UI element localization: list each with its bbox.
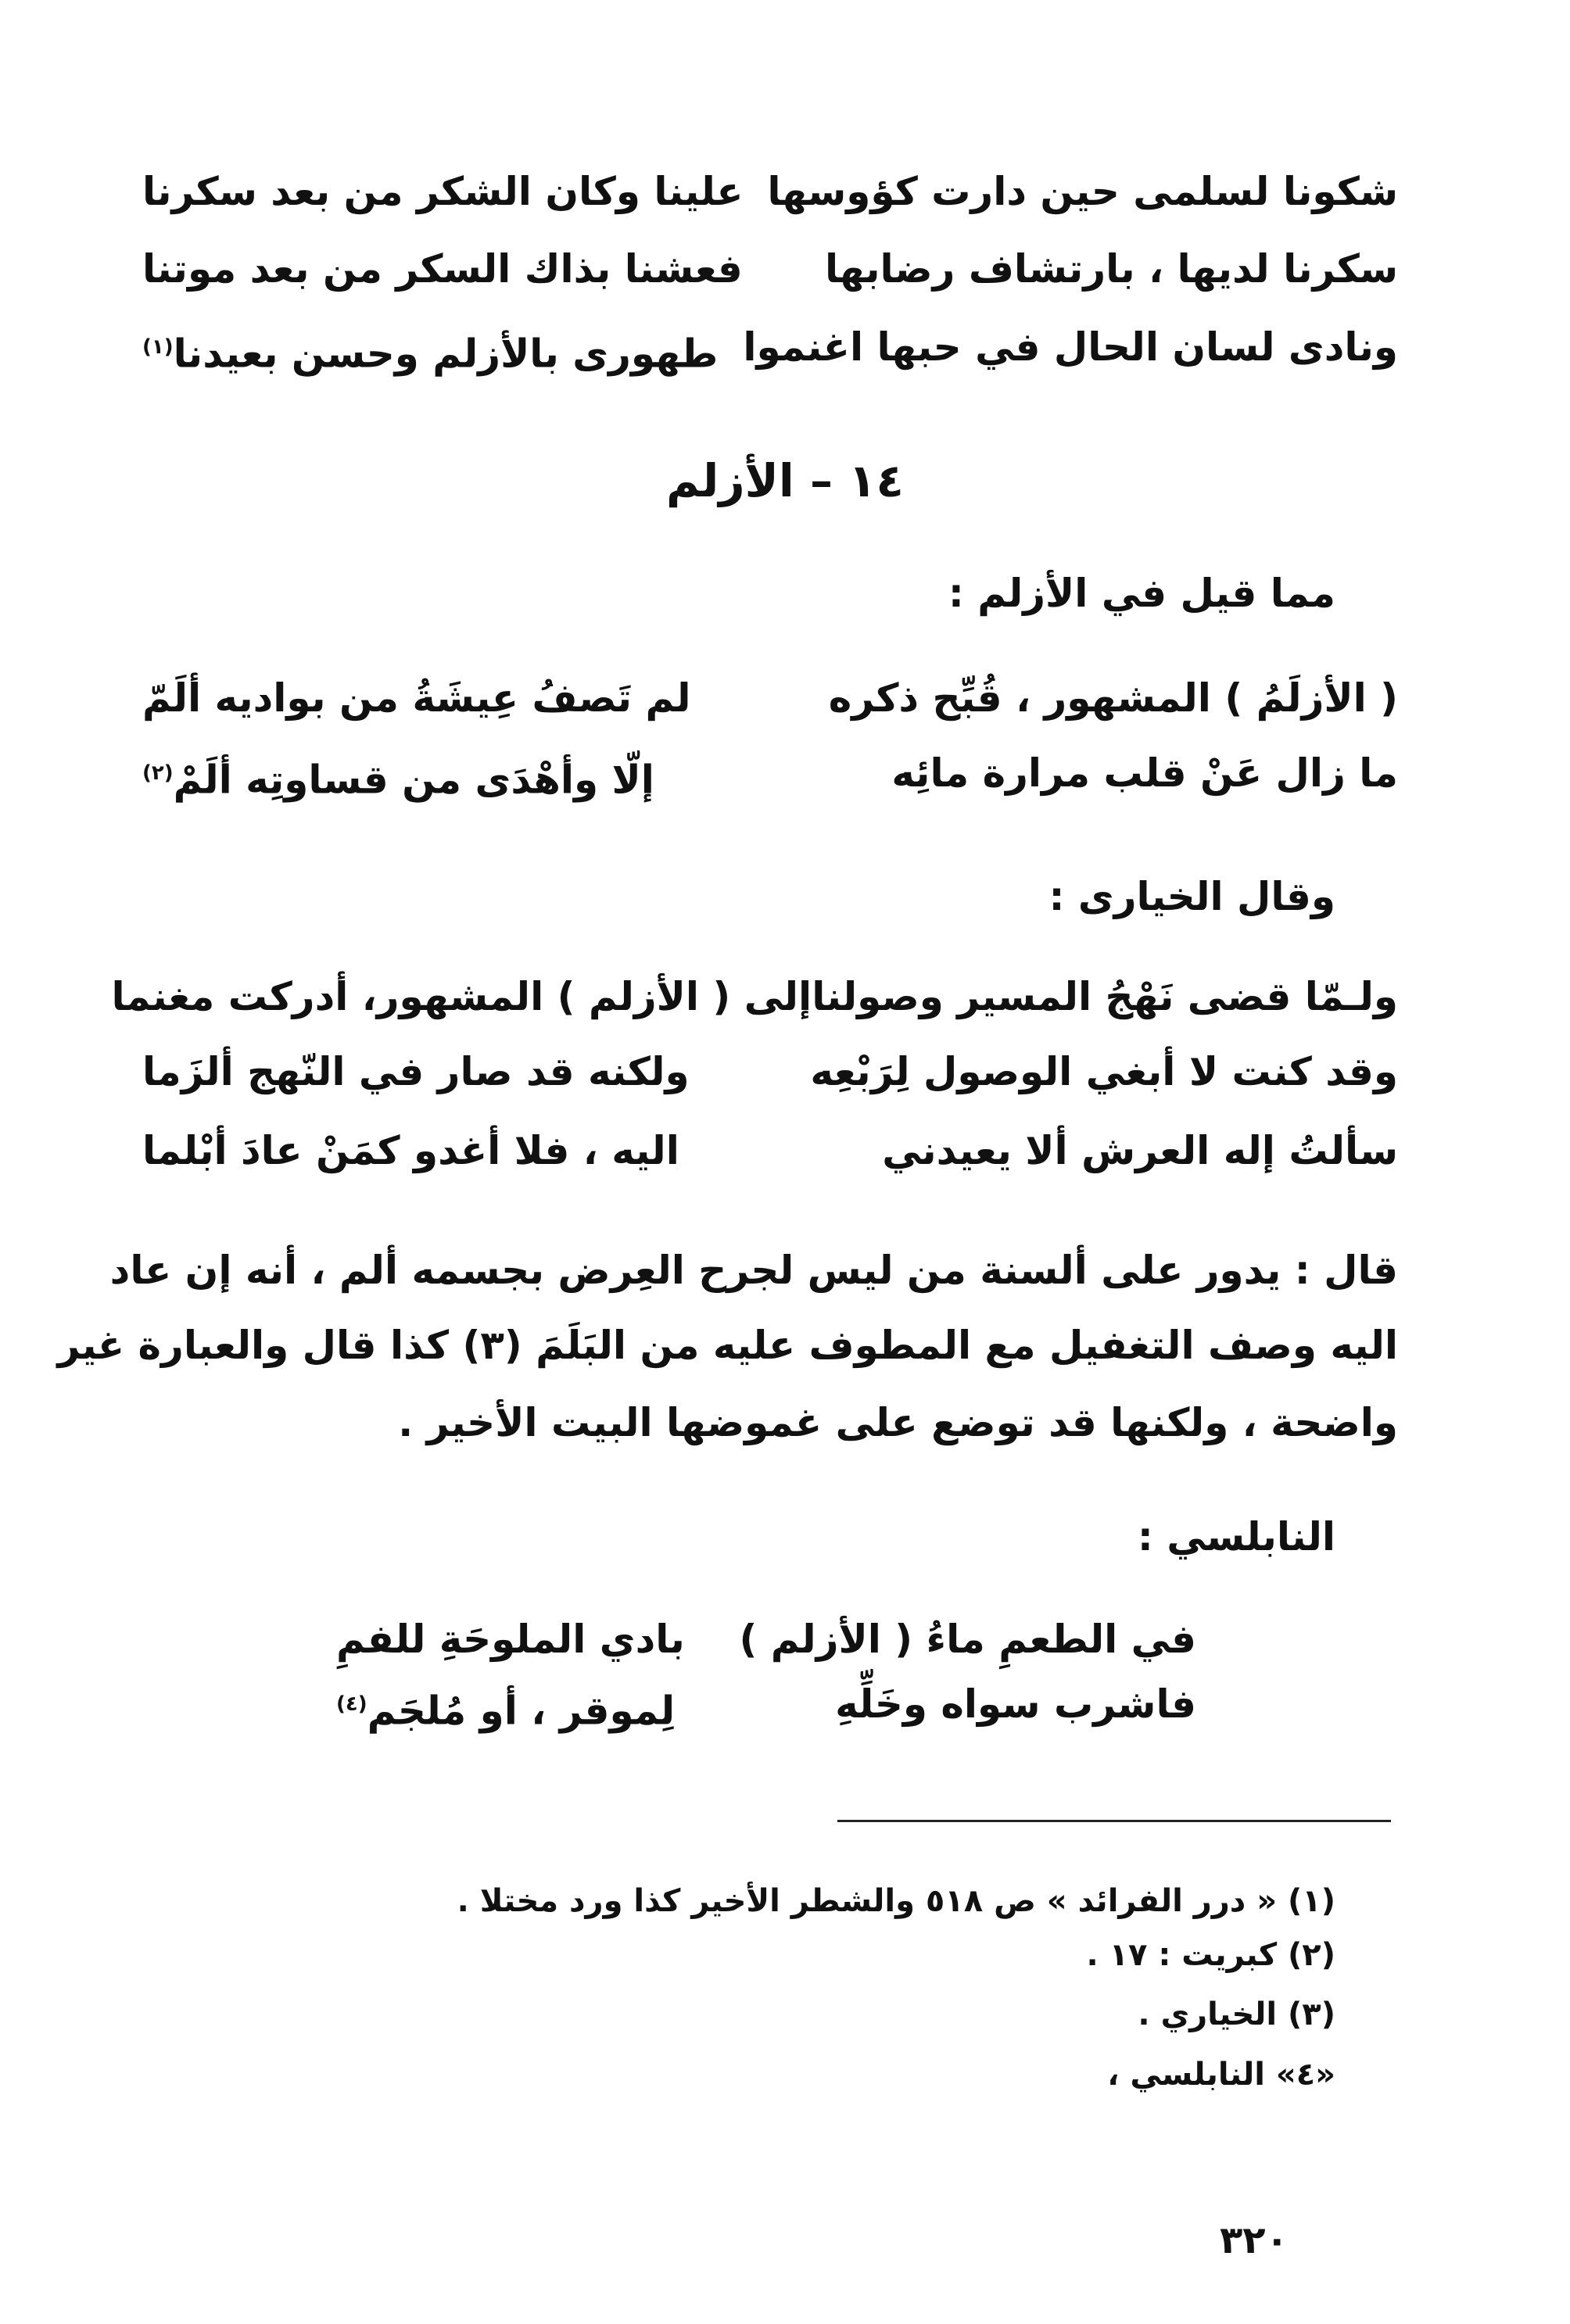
hemistich-left [336, 1677, 675, 1739]
hemistich-right: ونادى لسان الحال في حبها اغنموا [743, 324, 1398, 370]
verse-line [142, 746, 1398, 807]
footnote: «٤» النابلسي ، [1107, 2057, 1335, 2093]
verse-line [142, 1044, 1398, 1099]
footnote: (٢) كبريت : ١٧ . [1086, 1937, 1335, 1973]
intro-text: وقال الخيارى : [1048, 874, 1335, 919]
hemistich-text: لِموقر ، أو مُلجَم [367, 1688, 676, 1734]
verse-line [142, 1123, 1398, 1178]
hemistich-left: إلى ( الأزلم ) المشهور، أدركت مغنما [111, 974, 812, 1019]
footnote: (١) « درر الفرائد » ص ٥١٨ والشطر الأخير كذا ورد مختلا . [457, 1883, 1335, 1919]
hemistich-right: سألتُ إله العرش ألا يعيدني [882, 1128, 1398, 1173]
hemistich-left [142, 320, 718, 381]
hemistich-text: طهورى بالأزلم وحسن بعيدنا [173, 331, 719, 377]
hemistich-text: إلّا وأهْدَى من قساوتِه ألَمْ [173, 757, 654, 803]
hemistich-left: بادي الملوحَةِ للفمِ [336, 1617, 685, 1662]
section-heading: ١٤ – الأزلم [666, 454, 904, 507]
hemistich-right: شكونا لسلمى حين دارت كؤوسها [767, 169, 1398, 214]
verse-line [336, 1612, 1196, 1667]
verse-line [142, 671, 1398, 725]
verse-line [111, 969, 1398, 1024]
intro-text: مما قيل في الأزلم : [948, 571, 1335, 616]
hemistich-right: ما زال عَنْ قلب مرارة مائِه [891, 750, 1398, 796]
verse-line [336, 1677, 1196, 1739]
footnote-divider [837, 1820, 1391, 1822]
prose-line: اليه وصف التغفيل مع المطوف عليه من البَلَمَ (٣) كذا قال والعبارة غير [57, 1323, 1398, 1368]
hemistich-right: سكرنا لديها ، بارتشاف رضابها [824, 246, 1398, 292]
footnote: (٣) الخياري . [1138, 1996, 1335, 2032]
prose-line: قال : يدور على ألسنة من ليس لجرح العِرض بجسمه ألم ، أنه إن عاد [109, 1248, 1398, 1293]
footnote-ref: (٢) [142, 761, 174, 785]
hemistich-left: علينا وكان الشكر من بعد سكرنا [142, 169, 744, 214]
verse-line [142, 320, 1398, 381]
hemistich-left: لم تَصفُ عِيشَةُ من بواديه ألَمّ [142, 675, 691, 721]
intro-text: النابلسي : [1137, 1514, 1335, 1559]
footnote-ref: (١) [142, 335, 174, 359]
hemistich-left: فعشنا بذاك السكر من بعد موتنا [142, 246, 743, 292]
hemistich-right: وقد كنت لا أبغي الوصول لِرَبْعِه [810, 1049, 1398, 1094]
hemistich-right: ( الأزلَمُ ) المشهور ، قُبِّح ذكره [828, 675, 1398, 721]
hemistich-right: فاشرب سواه وخَلِّهِ [835, 1681, 1196, 1727]
page-number: ٣٢٠ [1220, 2218, 1289, 2262]
hemistich-right: ولـمّا قضى نَهْجُ المسير وصولنا [812, 974, 1398, 1019]
footnote-ref: (٤) [336, 1692, 367, 1716]
hemistich-right: في الطعمِ ماءُ ( الأزلم ) [739, 1617, 1196, 1662]
verse-line [142, 164, 1398, 219]
hemistich-left [142, 746, 654, 807]
hemistich-left: ولكنه قد صار في النّهج ألزَما [142, 1049, 690, 1094]
verse-line [142, 242, 1398, 296]
prose-line: واضحة ، ولكنها قد توضع على غموضها البيت الأخير . [398, 1400, 1398, 1445]
hemistich-left: اليه ، فلا أغدو كمَنْ عادَ أبْلما [142, 1128, 679, 1173]
